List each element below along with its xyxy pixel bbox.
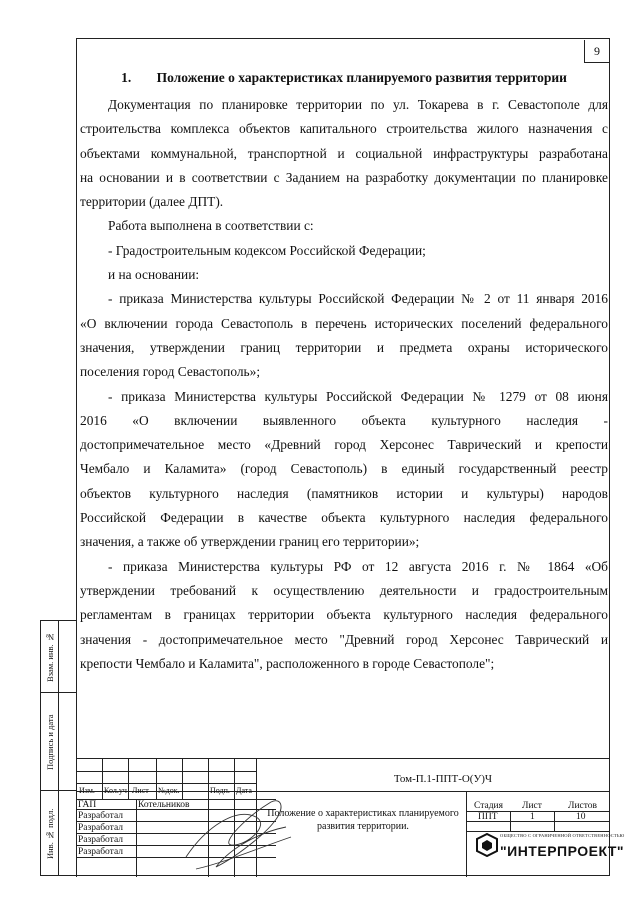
block-title: Положение о характеристиках планируемого развития территории. [267,808,459,832]
text-line: поселения город Севастополь»; [80,364,261,380]
role-developer-1: Разработал [78,811,123,821]
text-line: Документация по планировке территории по ул. Токарева в г. Севастополе для [108,97,608,112]
stage-label: Стадия [474,801,503,811]
text-line: Работа выполнена в соответствии с: [108,218,314,234]
page-number: 9 [584,40,609,63]
text-line: и на основании: [108,267,200,283]
sheet-value: 1 [530,812,535,822]
text-line: значения, утверждении границ территории и предмета охраны исторического [80,339,608,355]
text-line: Чембало и Каламита» (город Севастополь) в единый государственный реестр [80,461,608,477]
section-heading [80,70,608,86]
document-body [80,70,608,676]
role-developer-4: Разработал [78,847,123,857]
text-line: - приказа Министерства культуры Российской Федерации № 2 от 11 января 2016 [108,291,608,307]
text-line: 2016 «О включении выявленного объекта культурного наследия - [80,412,608,428]
text-line: объектами коммунальной, транспортной и социальной инфраструктуры разработана [80,145,608,161]
sheet-label: Лист [522,801,542,811]
sheets-value: 10 [576,812,586,822]
text-line: утверждении требований к осуществлению деятельности и градостроительным [80,582,608,598]
role-gap: ГАП [78,800,97,810]
text-line: регламентам в границах территории объекта культурного наследия федерального [80,607,608,623]
company-name: "ИНТЕРПРОЕКТ" [500,843,625,859]
text-line: - приказа Министерства культуры РФ от 12 августа 2016 г. № 1864 «Об [108,558,608,574]
col-header-data: Дата [236,786,252,795]
col-header-list: Лист [132,786,149,795]
text-line: строительства комплекса объектов капитального строительства жилого назначения с [80,121,608,137]
body-text [80,93,608,676]
text-line: крепости Чембало и Каламита", расположенного в городе Севастополе"; [80,655,495,671]
binding-strip [40,620,76,876]
stage-value: ППТ [478,812,498,822]
company-logo [474,831,625,875]
company-legal-form: ОБЩЕСТВО С ОГРАНИЧЕННОЙ ОТВЕТСТВЕННОСТЬЮ [500,833,625,838]
sheets-label: Листов [568,801,598,811]
role-developer-3: Разработал [78,835,123,845]
col-header-podp: Подп. [210,786,230,795]
inv-vzam-label: Взам. инв. № [45,632,55,682]
text-line: на основании и в соответствии с Заданием на разработку документации по планировке [80,169,608,185]
text-line: значения - достопримечательное место "Древний город Херсонес Таврический и [80,631,608,647]
inv-podl-label: Инв. № подл. [45,808,55,860]
text-line: объектов культурного наследия (памятников истории и культуры) народов [80,485,608,501]
text-line: - Градостроительным кодексом Российской Федерации; [108,242,426,258]
sign-date-label: Подпись и дата [45,714,55,770]
title-block [76,758,625,876]
gap-name: Котельников [138,800,190,810]
role-developer-2: Разработал [78,823,123,833]
section-number: 1. [121,70,132,85]
company-logo-icon [476,833,498,857]
section-title: Положение о характеристиках планируемого развития территории [156,70,567,85]
text-line: достопримечательное место «Древний город Херсонес Таврический и крепости [80,437,608,453]
text-line: значения, а также об утверждении границ его территории»; [80,534,420,550]
text-line: «О включении города Севастополь в перечень исторических поселений федерального [80,315,608,331]
document-code: Том-П.1-ППТ-О(У)Ч [393,773,493,785]
text-line: территории (далее ДПТ). [80,194,224,210]
col-header-koluch: Кол.уч [104,786,127,795]
text-line: Российской Федерации в качестве объекта культурного наследия федерального [80,510,608,526]
col-header-ndok: №док. [158,786,180,795]
col-header-izm: Изм. [79,786,95,795]
text-line: - приказа Министерства культуры Российской Федерации № 1279 от 08 июня [108,388,608,404]
